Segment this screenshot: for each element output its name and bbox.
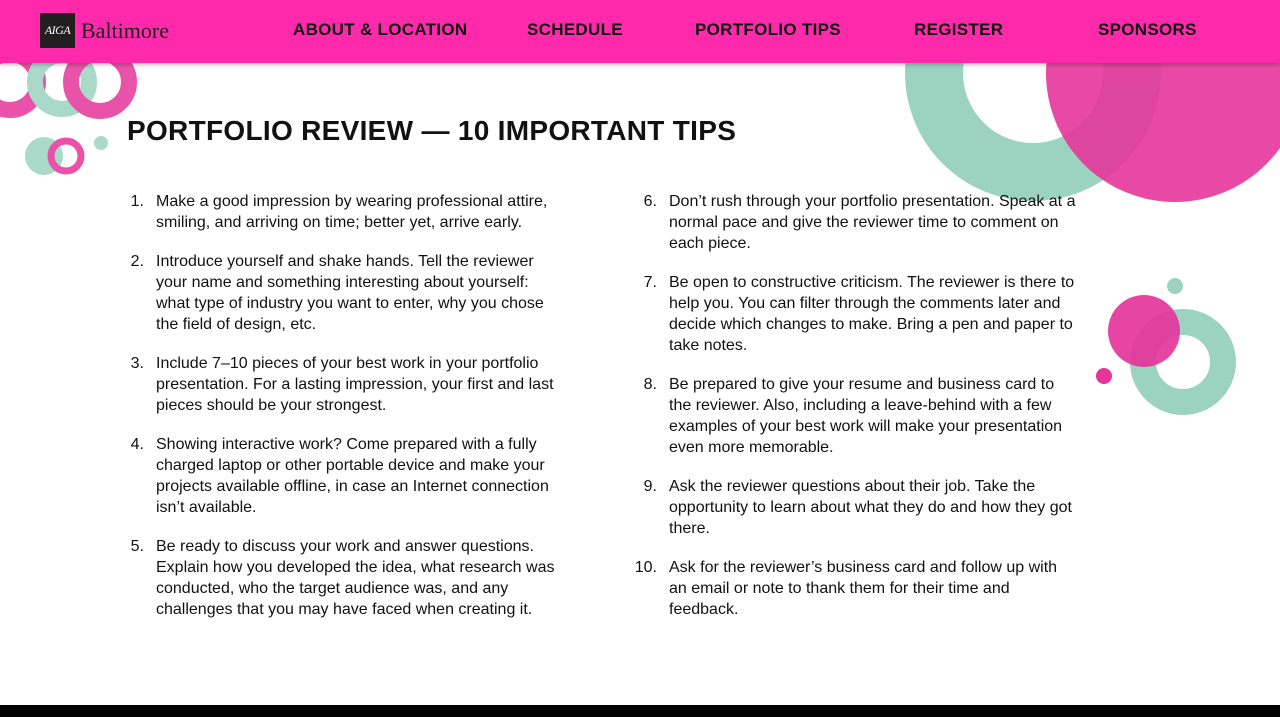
logo-city-name: Baltimore — [81, 17, 169, 43]
aiga-baltimore-logo[interactable] — [40, 13, 169, 48]
tip-item — [116, 353, 566, 416]
page-title: PORTFOLIO REVIEW — 10 IMPORTANT TIPS — [127, 115, 737, 146]
tip-number: 6. — [643, 193, 657, 210]
tip-item — [116, 536, 566, 620]
nav-portfolio-tips[interactable]: PORTFOLIO TIPS — [695, 20, 841, 39]
nav-about-location[interactable]: ABOUT & LOCATION — [293, 20, 468, 39]
tip-text: Introduce yourself and shake hands. Tell the reviewer your name and something interesting about yourself: what type of industry you want to enter, why you chose the field of design, etc. — [156, 253, 544, 333]
tip-number: 8. — [643, 376, 657, 393]
footer-bar — [0, 705, 1280, 717]
tip-number: 3. — [130, 355, 144, 372]
tip-item — [629, 557, 1079, 620]
tip-number: 10. — [634, 559, 657, 576]
tip-text: Ask for the reviewer’s business card and follow up with an email or note to thank them for their time and feedback. — [669, 559, 1058, 618]
nav-register[interactable]: REGISTER — [914, 20, 1004, 39]
tip-number: 7. — [643, 274, 657, 291]
tips-list-left — [116, 191, 566, 638]
tip-text: Be prepared to give your resume and business card to the reviewer. Also, including a leave-behind with a few examples of your best work will make your presentation even more memorable. — [669, 376, 1063, 456]
tip-item — [629, 476, 1079, 539]
tip-number: 4. — [130, 436, 144, 453]
tip-item — [629, 374, 1079, 458]
tip-text: Be ready to discuss your work and answer questions. Explain how you developed the idea, what research was conducted, who the target audience was, and any challenges that you may have faced when creating it. — [156, 538, 555, 618]
tip-number: 9. — [643, 478, 657, 495]
tip-item — [116, 251, 566, 335]
tip-text: Don’t rush through your portfolio presentation. Speak at a normal pace and give the reviewer time to comment on each piece. — [669, 193, 1076, 252]
tip-item — [629, 272, 1079, 356]
tip-item — [629, 191, 1079, 254]
tip-number: 1. — [130, 193, 144, 210]
tip-text: Be open to constructive criticism. The reviewer is there to help you. You can filter through the comments later and decide which changes to make. Bring a pen and paper to take notes. — [669, 274, 1075, 354]
nav-sponsors[interactable]: SPONSORS — [1098, 20, 1197, 39]
top-navigation-bar — [0, 0, 1280, 63]
aiga-logo-badge: AIGA — [40, 13, 75, 48]
tip-item — [116, 191, 566, 233]
tip-number: 2. — [130, 253, 144, 270]
tip-text: Include 7–10 pieces of your best work in your portfolio presentation. For a lasting impression, your first and last pieces should be your strongest. — [156, 355, 554, 414]
tip-text: Make a good impression by wearing professional attire, smiling, and arriving on time; better yet, arrive early. — [156, 193, 548, 231]
nav-schedule[interactable]: SCHEDULE — [527, 20, 623, 39]
tip-item — [116, 434, 566, 518]
tip-text: Ask the reviewer questions about their job. Take the opportunity to learn about what they do and how they got there. — [669, 478, 1072, 537]
tip-number: 5. — [130, 538, 144, 555]
tips-list-right — [629, 191, 1079, 638]
tip-text: Showing interactive work? Come prepared with a fully charged laptop or other portable device and make your projects available offline, in case an Internet connection isn’t available. — [156, 436, 549, 516]
